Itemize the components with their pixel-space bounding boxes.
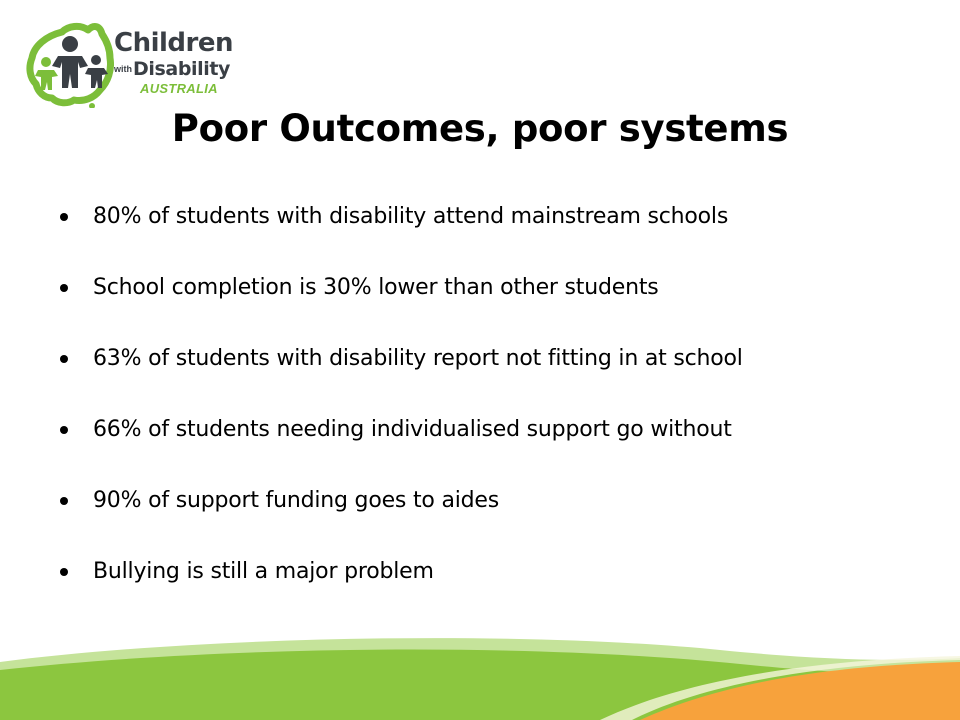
bullet-item	[0, 480, 960, 551]
bullet-icon	[60, 355, 68, 363]
logo-disability: Disability	[133, 58, 231, 80]
logo-australia-map-icon	[22, 18, 114, 108]
bullet-text: 90% of support funding goes to aides	[93, 488, 500, 513]
logo-line-australia: AUSTRALIA	[140, 81, 218, 96]
bullet-icon	[60, 284, 68, 292]
bullet-text: Bullying is still a major problem	[93, 559, 434, 584]
logo-line-children: Children	[114, 28, 233, 58]
bullet-text: 80% of students with disability attend mainstream schools	[93, 204, 729, 229]
bullet-icon	[60, 568, 68, 576]
organisation-logo	[22, 18, 262, 108]
bullet-item	[0, 196, 960, 267]
bullet-item	[0, 338, 960, 409]
bullet-icon	[60, 497, 68, 505]
footer-swoosh-decoration	[0, 600, 960, 720]
logo-line-disability	[114, 58, 264, 80]
bullet-text: 66% of students needing individualised support go without	[93, 417, 732, 442]
bullet-text: School completion is 30% lower than other students	[93, 275, 659, 300]
logo-wordmark	[114, 30, 264, 96]
bullet-item	[0, 409, 960, 480]
bullet-item	[0, 267, 960, 338]
slide-title: Poor Outcomes, poor systems	[171, 107, 789, 150]
logo-with: with	[114, 64, 132, 74]
bullet-text: 63% of students with disability report not fitting in at school	[93, 346, 743, 371]
bullet-icon	[60, 213, 68, 221]
bullet-list	[0, 196, 960, 622]
bullet-icon	[60, 426, 68, 434]
